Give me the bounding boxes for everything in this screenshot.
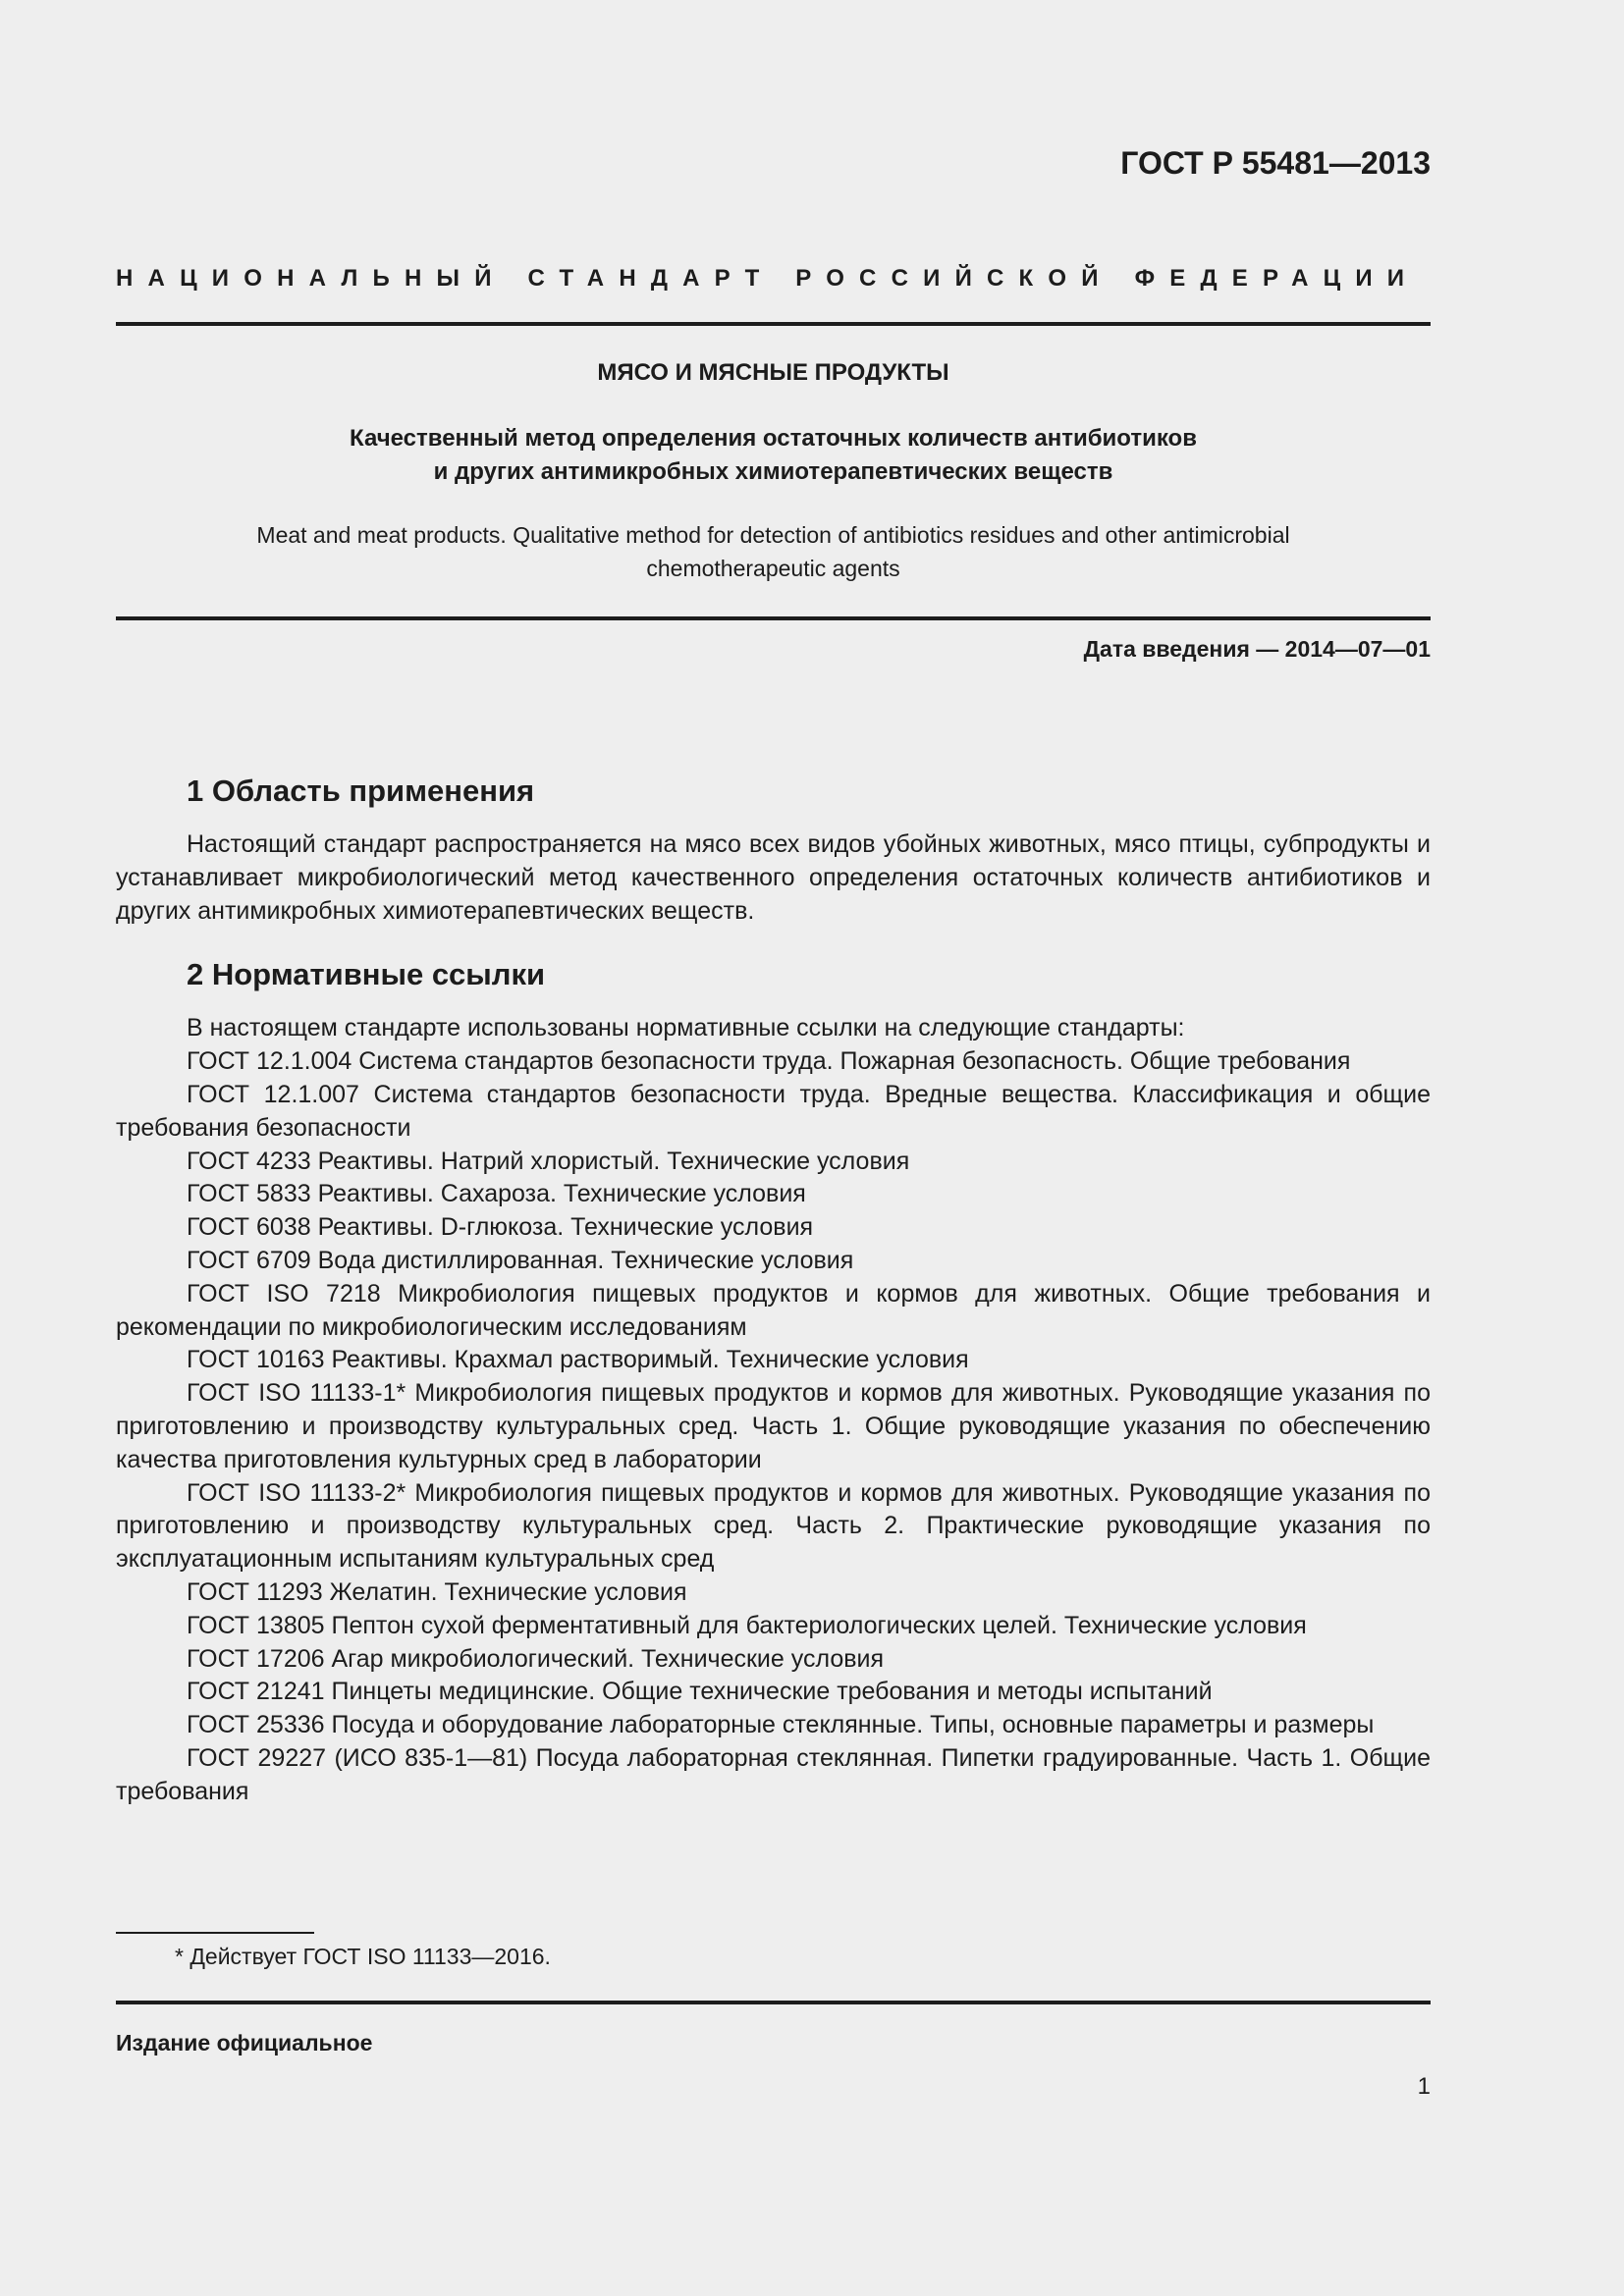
reference-item: ГОСТ ISO 11133-1* Микробиология пищевых продуктов и кормов для животных. Руководящие указания по приготовлению и производству культуральных сред. Часть 1. Общие руководящие указания по обеспечению качества приготовления культурных сред в лаборатории <box>116 1379 1431 1473</box>
normative-references-list <box>116 1045 1431 1808</box>
page-number: 1 <box>1417 2073 1431 2100</box>
reference-item: ГОСТ 5833 Реактивы. Сахароза. Технические условия <box>187 1180 806 1208</box>
reference-item: ГОСТ 29227 (ИСО 835-1—81) Посуда лабораторная стеклянная. Пипетки градуированные. Часть 1. Общие требования <box>116 1743 1431 1805</box>
subtitle-line-2: и других антимикробных химиотерапевтических веществ <box>433 458 1113 485</box>
reference-item: ГОСТ ISO 7218 Микробиология пищевых продуктов и кормов для животных. Общие требования и рекомендации по микробиологическим исследованиям <box>116 1279 1431 1341</box>
document-title: МЯСО И МЯСНЫЕ ПРОДУКТЫ <box>597 359 949 386</box>
english-title-line-1: Meat and meat products. Qualitative method for detection of antibiotics residues and other antimicrobial <box>256 522 1290 548</box>
national-standard-banner: НАЦИОНАЛЬНЫЙ СТАНДАРТ РОССИЙСКОЙ ФЕДЕРАЦИИ <box>116 265 1420 292</box>
reference-item: ГОСТ 25336 Посуда и оборудование лабораторные стеклянные. Типы, основные параметры и размеры <box>187 1711 1375 1739</box>
reference-item: ГОСТ 12.1.004 Система стандартов безопасности труда. Пожарная безопасность. Общие требования <box>187 1047 1351 1076</box>
reference-item: ГОСТ ISO 11133-2* Микробиология пищевых продуктов и кормов для животных. Руководящие указания по приготовлению и производству культуральных сред. Часть 2. Практические руководящие указания по эксплуатационным испытаниям культуральных сред <box>116 1478 1431 1574</box>
document-page <box>116 0 1431 2296</box>
reference-item: ГОСТ 12.1.007 Система стандартов безопасности труда. Вредные вещества. Классификация и общие требования безопасности <box>116 1080 1431 1142</box>
reference-item: ГОСТ 6709 Вода дистиллированная. Технические условия <box>187 1246 854 1274</box>
reference-item: ГОСТ 11293 Желатин. Технические условия <box>187 1577 687 1606</box>
reference-item: ГОСТ 4233 Реактивы. Натрий хлористый. Технические условия <box>187 1147 910 1175</box>
section-1-heading: 1 Область применения <box>187 774 535 808</box>
english-title-line-2: chemotherapeutic agents <box>646 556 900 581</box>
title-rule <box>116 616 1431 620</box>
footnote-rule <box>116 1932 314 1934</box>
reference-item: ГОСТ 13805 Пептон сухой ферментативный для бактериологических целей. Технические условия <box>187 1611 1307 1639</box>
header-rule <box>116 322 1431 326</box>
reference-item: ГОСТ 21241 Пинцеты медицинские. Общие технические требования и методы испытаний <box>187 1678 1213 1706</box>
footer-rule <box>116 2001 1431 2004</box>
document-number: ГОСТ Р 55481—2013 <box>1120 145 1431 181</box>
document-subtitle <box>116 422 1431 489</box>
reference-item: ГОСТ 17206 Агар микробиологический. Технические условия <box>187 1644 885 1673</box>
section-1-text: Настоящий стандарт распространяется на мясо всех видов убойных животных, мясо птицы, субпродукты и устанавливает микробиологический метод качественного определения остаточных количеств антибиотиков и других антимикробных химиотерапевтических веществ. <box>116 830 1431 925</box>
english-title <box>116 518 1431 585</box>
reference-item: ГОСТ 6038 Реактивы. D-глюкоза. Технические условия <box>187 1213 814 1242</box>
section-2-heading: 2 Нормативные ссылки <box>187 957 546 992</box>
reference-item: ГОСТ 10163 Реактивы. Крахмал растворимый. Технические условия <box>187 1346 969 1374</box>
introduction-date: Дата введения — 2014—07—01 <box>1083 636 1431 662</box>
document-body <box>116 772 1431 1809</box>
subtitle-line-1: Качественный метод определения остаточных количеств антибиотиков <box>350 425 1197 452</box>
edition-label: Издание официальное <box>116 2030 373 2056</box>
footnote: * Действует ГОСТ ISO 11133—2016. <box>175 1944 551 1969</box>
section-2-intro: В настоящем стандарте использованы нормативные ссылки на следующие стандарты: <box>187 1014 1185 1042</box>
